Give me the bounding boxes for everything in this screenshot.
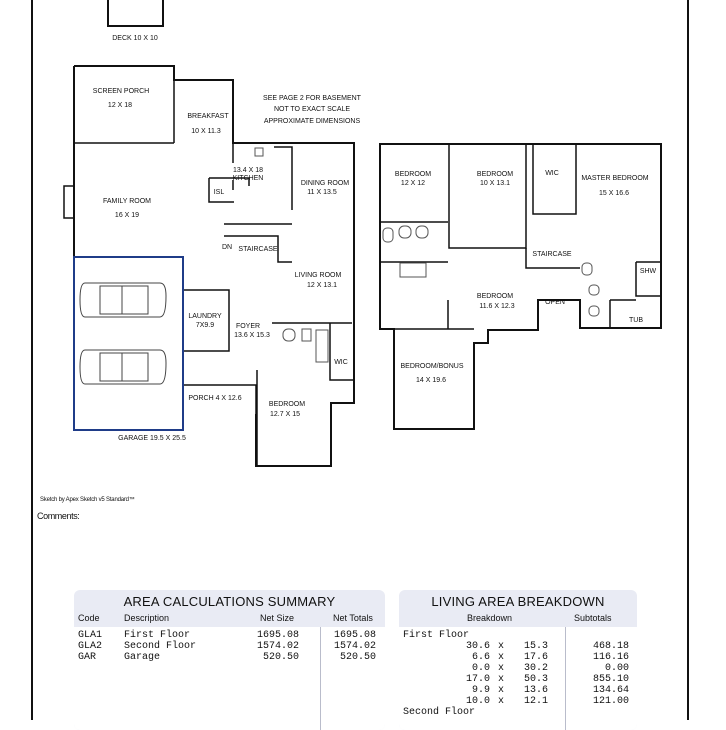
breakdown-a: 6.6	[471, 652, 490, 663]
row-net-total: 520.50	[339, 652, 376, 663]
breakdown-a: 30.6	[465, 641, 490, 652]
room-label: SCREEN PORCH	[92, 88, 150, 95]
room-label: BREAKFAST	[187, 113, 229, 120]
breakdown-b: 12.1	[523, 696, 548, 707]
room-dims: KITCHEN	[232, 175, 264, 182]
header-subtotals: Subtotals	[574, 613, 612, 623]
living-area-panel	[399, 590, 637, 730]
room-label: TUB	[629, 317, 643, 324]
room-dims: 12.7 X 15	[270, 411, 300, 418]
breakdown-a: 0.0	[471, 663, 490, 674]
breakdown-x: x	[498, 652, 505, 663]
room-label: DINING ROOM	[300, 180, 350, 187]
room-label: DECK 10 X 10	[112, 35, 158, 42]
breakdown-subtotal: 855.10	[592, 674, 629, 685]
breakdown-b: 30.2	[523, 663, 548, 674]
plan-note-1: SEE PAGE 2 FOR BASEMENT	[263, 95, 361, 102]
room-dims: 11.6 X 12.3	[479, 303, 515, 310]
breakdown-a: 10.0	[465, 696, 490, 707]
first-floor-outline	[74, 66, 354, 466]
room-dims: 12 X 12	[400, 180, 426, 187]
room-label: BEDROOM/BONUS	[400, 363, 464, 370]
row-description: Garage	[124, 652, 161, 663]
header-code: Code	[78, 613, 100, 623]
column-divider	[565, 627, 566, 730]
breakdown-b: 50.3	[523, 674, 548, 685]
breakdown-b: 15.3	[523, 641, 548, 652]
breakdown-a: 9.9	[471, 685, 490, 696]
column-divider	[320, 627, 321, 730]
room-label: DN	[221, 244, 233, 251]
row-net-size: 1695.08	[256, 630, 299, 641]
breakdown-x: x	[498, 641, 505, 652]
room-dims: 10 X 13.1	[480, 180, 510, 187]
room-dims: 13.6 X 15.3	[234, 332, 270, 339]
breakdown-a: 17.0	[465, 674, 490, 685]
room-label: WIC	[545, 170, 559, 177]
room-label: SHW	[639, 268, 657, 275]
row-description: First Floor	[124, 630, 191, 641]
breakdown-subtotal: 0.00	[604, 663, 629, 674]
breakdown-x: x	[498, 685, 505, 696]
breakdown-subtotal: 116.16	[592, 652, 629, 663]
breakdown-subtotal: 468.18	[592, 641, 629, 652]
room-label: LIVING ROOM	[294, 272, 342, 279]
room-dims: 16 X 19	[114, 212, 140, 219]
row-code: GLA1	[78, 630, 103, 641]
row-net-total: 1574.02	[333, 641, 376, 652]
room-label: FAMILY ROOM	[103, 198, 151, 205]
room-dims: 15 X 16.6	[599, 190, 629, 197]
room-label: BEDROOM	[476, 171, 514, 178]
room-dims: 11 X 13.5	[307, 189, 337, 196]
room-label: BEDROOM	[476, 293, 514, 300]
plan-note-3: APPROXIMATE DIMENSIONS	[263, 118, 361, 125]
row-net-size: 520.50	[262, 652, 299, 663]
sketch-credit: Sketch by Apex Sketch v5 Standard™	[40, 497, 135, 503]
room-label: LAUNDRY	[188, 313, 222, 320]
room-label: OPEN	[545, 299, 565, 306]
room-label: MASTER BEDROOM	[581, 175, 649, 182]
area-summary-panel	[74, 590, 385, 730]
room-label: STAIRCASE	[238, 246, 278, 253]
room-dims: 10 X 11.3	[191, 128, 221, 135]
deck-outline	[108, 0, 163, 26]
header-description: Description	[124, 613, 170, 623]
living-area-title: LIVING AREA BREAKDOWN	[431, 594, 605, 609]
floor-label: Second Floor	[403, 707, 476, 718]
room-dims: 14 X 19.6	[416, 377, 446, 384]
area-summary-body	[74, 627, 385, 730]
living-area-body	[399, 627, 637, 730]
row-code: GLA2	[78, 641, 103, 652]
header-net-totals: Net Totals	[333, 613, 373, 623]
breakdown-b: 17.6	[523, 652, 548, 663]
area-summary-title: AREA CALCULATIONS SUMMARY	[123, 594, 336, 609]
room-label: ISL	[213, 189, 225, 196]
living-area-header	[399, 612, 637, 625]
header-net-size: Net Size	[260, 613, 295, 623]
room-label: BEDROOM	[268, 401, 306, 408]
room-dims: 12 X 18	[107, 102, 133, 109]
room-label: BEDROOM	[394, 171, 432, 178]
room-label: 13.4 X 18	[233, 167, 263, 174]
row-code: GAR	[78, 652, 97, 663]
header-breakdown: Breakdown	[467, 613, 513, 623]
room-dims: 12 X 13.1	[307, 282, 337, 289]
row-net-size: 1574.02	[256, 641, 299, 652]
floor-label: First Floor	[403, 630, 470, 641]
row-description: Second Floor	[124, 641, 197, 652]
room-label: FOYER	[235, 323, 261, 330]
breakdown-subtotal: 121.00	[592, 696, 629, 707]
breakdown-x: x	[498, 696, 505, 707]
row-net-total: 1695.08	[333, 630, 376, 641]
room-dims: 7X9.9	[195, 322, 215, 329]
breakdown-x: x	[498, 674, 505, 685]
plan-note-2: NOT TO EXACT SCALE	[273, 106, 351, 113]
breakdown-x: x	[498, 663, 505, 674]
room-label: STAIRCASE	[532, 251, 572, 258]
room-label: PORCH 4 X 12.6	[188, 395, 242, 402]
comments-label: Comments:	[37, 511, 80, 521]
room-label: GARAGE 19.5 X 25.5	[118, 435, 186, 442]
breakdown-subtotal: 134.64	[592, 685, 629, 696]
area-summary-header	[74, 612, 385, 625]
breakdown-b: 13.6	[523, 685, 548, 696]
room-label: WIC	[334, 359, 348, 366]
